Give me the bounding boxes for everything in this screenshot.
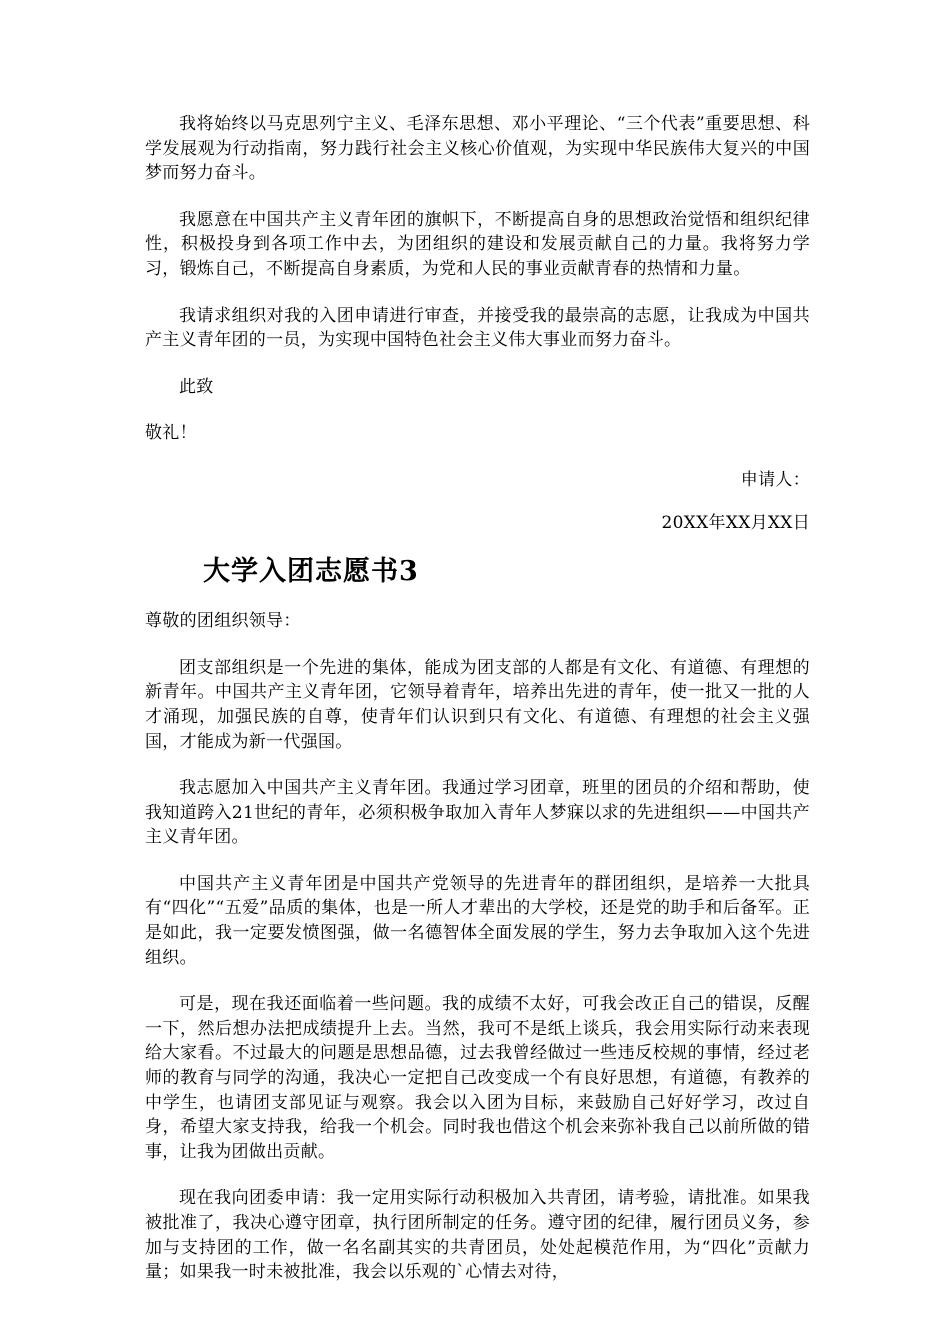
paragraph-6: 中国共产主义青年团是中国共产党领导的先进青年的群团组织，是培养一大批具有“四化”“五爱”品质的集体，也是一所人才辈出的大学校，还是党的助手和后备军。正是如此，我一定要发愤图强，做一名德智体全面发展的学生，努力去争取加入这个先进组织。 (145, 873, 810, 968)
paragraph-4: 团支部组织是一个先进的集体，能成为团支部的人都是有文化、有道德、有理想的新青年。中国共产主义青年团，它领导着青年，培养出先进的青年，使一批又一批的人才涌现，加强民族的自尊，使青年们认识到只有文化、有道德、有理想的社会主义强国，才能成为新一代强国。 (145, 657, 810, 752)
paragraph-3: 我请求组织对我的入团申请进行审查，并接受我的最崇高的志愿，让我成为中国共产主义青年团的一员，为实现中国特色社会主义伟大事业而努力奋斗。 (145, 305, 810, 351)
section-heading: 大学入团志愿书3 (203, 556, 419, 588)
paragraph-1: 我将始终以马克思列宁主义、毛泽东思想、邓小平理论、“三个代表”重要思想、科学发展观为行动指南，努力践行社会主义核心价值观，为实现中华民族伟大复兴的中国梦而努力奋斗。 (145, 114, 810, 184)
closing-salute: 此致 (179, 376, 214, 397)
paragraph-8: 现在我向团委申请：我一定用实际行动积极加入共青团，请考验，请批准。如果我被批准了，我决心遵守团章，执行团所制定的任务。遵守团的纪律，履行团员义务，参加与支持团的工作，做一名名副其实的共青团员，处处起模范作用，为“四化”贡献力量；如果我一时未被批准，我会以乐观的`心情去对待， (145, 1188, 810, 1283)
closing-respect: 敬礼！ (145, 423, 197, 444)
date-line: 20XX年XX月XX日 (661, 512, 810, 533)
paragraph-5: 我志愿加入中国共产主义青年团。我通过学习团章，班里的团员的介绍和帮助，使我知道跨入21世纪的青年，必须积极争取加入青年人梦寐以求的先进组织——中国共产主义青年团。 (145, 778, 810, 848)
paragraph-7: 可是，现在我还面临着一些问题。我的成绩不太好，可我会改正自己的错误，反醒一下，然后想办法把成绩提升上去。当然，我可不是纸上谈兵，我会用实际行动来表现给大家看。不过最大的问题是思想品德，过去我曾经做过一些违反校规的事情，经过老师的教育与同学的沟通，我决心一定把自己改变成一个有良好思想，有道德，有教养的中学生，也请团支部见证与观察。我会以入团为目标，来鼓励自己好好学习，改过自身，希望大家支持我，给我一个机会。同时我也借这个机会来弥补我自己以前所做的错事，让我为团做出贡献。 (145, 994, 810, 1162)
paragraph-2: 我愿意在中国共产主义青年团的旗帜下，不断提高自身的思想政治觉悟和组织纪律性，积极投身到各项工作中去，为团组织的建设和发展贡献自己的力量。我将努力学习，锻炼自己，不断提高自身素质，为党和人民的事业贡献青春的热情和力量。 (145, 209, 810, 279)
applicant-signature: 申请人： (740, 469, 810, 490)
salutation: 尊敬的团组织领导： (145, 611, 301, 632)
